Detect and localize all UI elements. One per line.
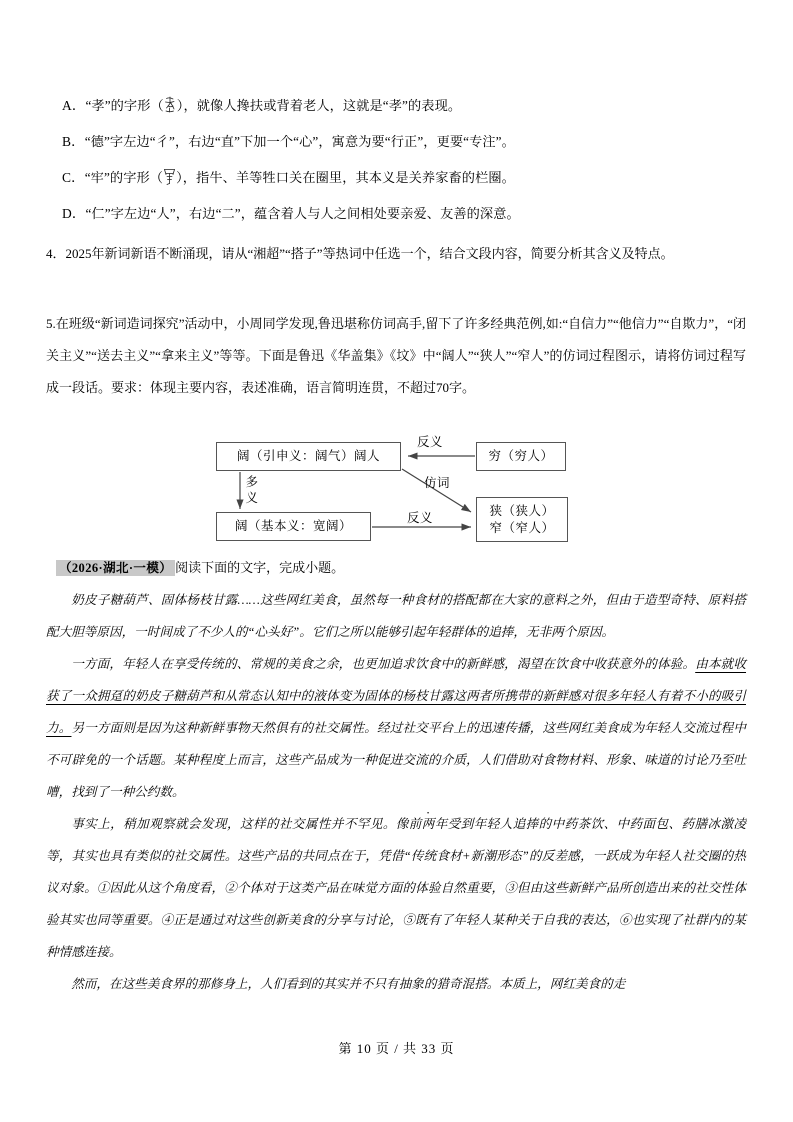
- passage-p2-underlined-sentence: 由本就收获了一众拥趸的奶皮子糖葫芦和从常态认知中的液体变为固体的杨枝甘露这两者所携带的新鲜感对很多年轻人有着不小的吸引力。: [46, 657, 747, 735]
- passage-p1-text: 奶皮子糖葫芦、固体杨枝甘露……这些网红美食，虽然每一种食材的搭配都在大家的意料之外，但由于造型奇特、原料搭配大胆等原因，一时间成了不少人的“心头好”。它们之所以能够引起年轻群体的追捧，无非两个原因。: [46, 593, 746, 639]
- option-letter-a: A．: [62, 98, 86, 113]
- option-list: [62, 88, 734, 232]
- diagram-box-xia-zhai: [476, 497, 568, 542]
- option-c-text-before: “牢”的字形（: [84, 170, 164, 185]
- page-footer: 第 10 页 / 共 33 页: [338, 1041, 455, 1056]
- passage-paragraph-2: [46, 648, 746, 808]
- option-c-text-after: ），指牛、羊等牲口关在圈里，其本义是关养家畜的栏圈。: [176, 170, 515, 185]
- option-d-text: “仁”字左边“人”，右边“二”，蕴含着人与人之间相处要亲爱、友善的深意。: [85, 206, 520, 221]
- diagram-label-fangci: 仿词: [424, 476, 451, 490]
- passage-p3-text-b: 两年受到年轻人追捧的中药茶饮、中药面包、药膳冰激凌等，其实也具有类似的社交属性。这些产品的共同点在于，凭借“传统食材+新潮形态”的反差感，一跃成为年轻人社交圈的热议对象。①因此从这个角度看，②个体对于这类产品在味觉方面的体验自然重要，③但由这些新鲜产品所创造出来的社交性体验其实也同等重要。④正是通过对这些创新美食的分享与讨论，⑤既有了年轻人某种关于自我的表达，⑥也实现了社群内的某种情感连接。: [46, 817, 747, 959]
- passage-paragraph-4: [46, 968, 746, 1000]
- diagram-label-duoyi: [245, 474, 259, 506]
- oracle-xiao-glyph: [164, 96, 177, 113]
- passage-paragraph-3: [46, 808, 746, 968]
- passage-p3-emphasis-mark: 前: [408, 817, 422, 831]
- option-item-a: [62, 88, 734, 124]
- option-letter-b: B．: [62, 134, 85, 149]
- diagram-box-zhai-label: 窄（窄人）: [489, 520, 555, 535]
- diagram-label-fanyi-top: 反义: [417, 435, 444, 449]
- passage-p2-text-b: 另一方面则是因为这种新鲜事物天然俱有的社交属性。经过社交平台上的迅速传播，这些网红美食成为年轻人交流过程中不可辟免的一个话题。某种程度上而言，这些产品成为一种促进交流的介质，人们借助对食物材料、形象、味道的讨论乃至吐嘈，找到了一种公约数。: [46, 721, 747, 799]
- diagram-box-kuo-basic: 阔（基本义：宽阔）: [216, 512, 371, 541]
- diagram-label-fanyi-bottom: 反义: [407, 511, 434, 525]
- reading-passage: [46, 584, 746, 1000]
- diagram-box-kuo-extended: 阔（引申义：阔气）阔人: [216, 442, 401, 471]
- option-letter-d: D．: [62, 206, 86, 221]
- option-item-c: [62, 160, 734, 196]
- passage-p3-text-a: 事实上，稍加观察就会发现，这样的社交属性并不罕见。像: [71, 817, 409, 831]
- question-4: 4．2025年新词新语不断涌现，请从“湘超”“搭子”等热词中任选一个，结合文段内容，简要分析其含义及特点。: [46, 246, 674, 261]
- diagram-box-xia-label: 狭（狭人）: [489, 503, 555, 518]
- diagram-box-qiong: 穷（穷人）: [476, 442, 566, 471]
- question-5: 5.在班级“新词造词探究”活动中，小周同学发现,鲁迅堪称仿词高手,留下了许多经典范例,如:“自信力”“他信力”“自欺力”，“闭关主义”“送去主义”“拿来主义”等等。下面是鲁迅《华盖集》《坟》中“阔人”“狭人”“窄人”的仿词过程图示，请将仿词过程写成一段话。要求：体现主要内容，表述准确，语言简明连贯，不超过70字。: [46, 316, 746, 395]
- option-letter-c: C．: [62, 170, 85, 185]
- option-item-b: [62, 124, 734, 160]
- option-item-d: [62, 196, 734, 232]
- passage-paragraph-1: [46, 584, 746, 648]
- fangci-process-diagram: [212, 436, 582, 552]
- diagram-label-duoyi-char2: 义: [245, 491, 259, 505]
- passage-source-line: [56, 556, 344, 580]
- exam-source-badge: （2026·湖北·一模）: [56, 560, 175, 576]
- oracle-lao-glyph: [163, 168, 176, 185]
- option-a-text-after: ），就像人搀扶或背着老人，这就是“孝”的表现。: [176, 98, 462, 113]
- option-b-text: “德”字左边“彳”，右边“直”下加一个“心”，寓意为要“行正”，更要“专注”。: [84, 134, 515, 149]
- passage-p2-text-a: 一方面，年轻人在享受传统的、常规的美食之余，也更加追求饮食中的新鲜感，渴望在饮食中收获意外的体验。: [71, 657, 696, 671]
- option-a-text-before: “孝”的字形（: [85, 98, 164, 113]
- passage-p4-text: 然而，在这些美食界的那修身上，人们看到的其实并不只有抽象的猎奇混搭。本质上，网红美食的走: [71, 977, 626, 991]
- passage-instruction: 阅读下面的文字，完成小题。: [175, 560, 345, 575]
- diagram-label-duoyi-char1: 多: [245, 475, 259, 489]
